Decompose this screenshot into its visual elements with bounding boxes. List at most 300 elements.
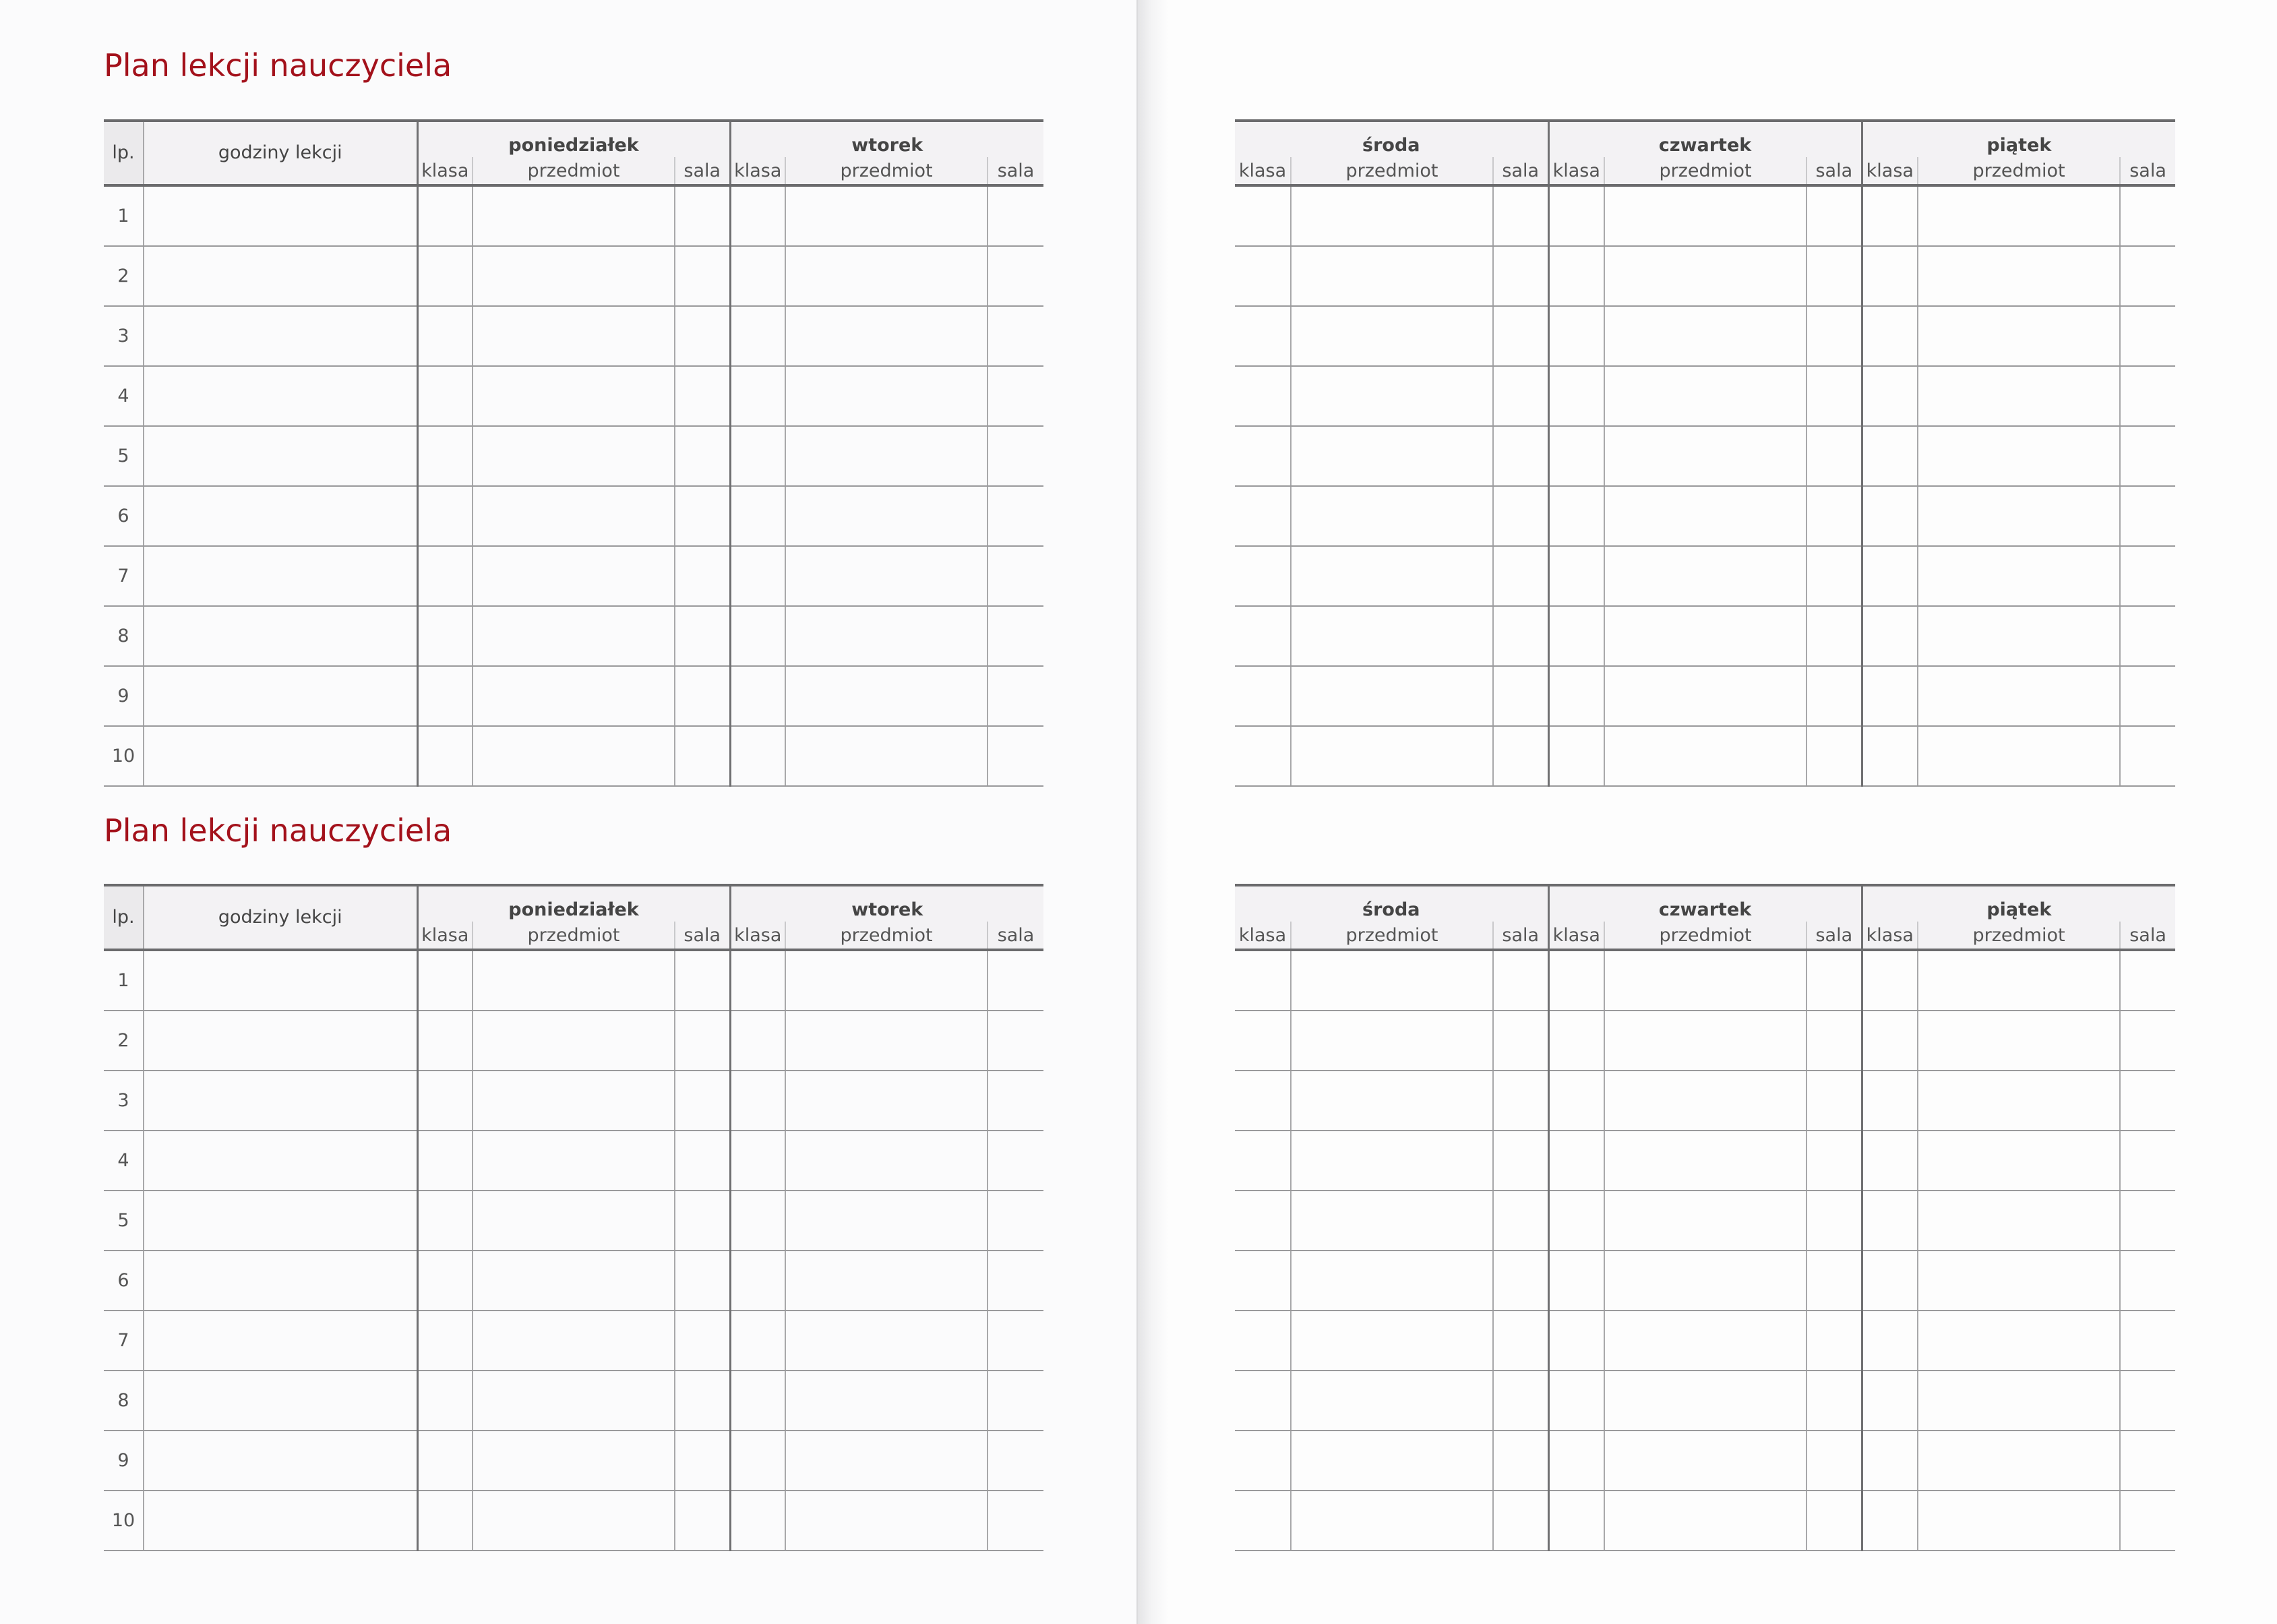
przedmiot-cell[interactable] xyxy=(1918,486,2120,546)
przedmiot-cell[interactable] xyxy=(785,1191,988,1251)
sala-cell[interactable] xyxy=(1493,1071,1548,1131)
hours-cell[interactable] xyxy=(144,185,417,246)
przedmiot-cell[interactable] xyxy=(1918,185,2120,246)
sala-cell[interactable] xyxy=(2120,185,2175,246)
przedmiot-cell[interactable] xyxy=(473,1071,675,1131)
sala-cell[interactable] xyxy=(2120,666,2175,726)
sala-cell[interactable] xyxy=(675,246,730,306)
przedmiot-cell[interactable] xyxy=(1604,950,1807,1011)
klasa-cell[interactable] xyxy=(417,1371,473,1431)
klasa-cell[interactable] xyxy=(1235,1011,1291,1071)
przedmiot-cell[interactable] xyxy=(473,306,675,366)
przedmiot-cell[interactable] xyxy=(1291,666,1493,726)
przedmiot-cell[interactable] xyxy=(1604,546,1807,606)
przedmiot-cell[interactable] xyxy=(785,185,988,246)
klasa-cell[interactable] xyxy=(1548,726,1604,786)
klasa-cell[interactable] xyxy=(1862,1071,1918,1131)
przedmiot-cell[interactable] xyxy=(1918,1131,2120,1191)
sala-cell[interactable] xyxy=(988,666,1043,726)
sala-cell[interactable] xyxy=(2120,486,2175,546)
sala-cell[interactable] xyxy=(1493,1011,1548,1071)
sala-cell[interactable] xyxy=(1807,666,1862,726)
przedmiot-cell[interactable] xyxy=(473,726,675,786)
sala-cell[interactable] xyxy=(988,1191,1043,1251)
przedmiot-cell[interactable] xyxy=(785,1371,988,1431)
klasa-cell[interactable] xyxy=(730,1191,785,1251)
przedmiot-cell[interactable] xyxy=(473,1011,675,1071)
sala-cell[interactable] xyxy=(2120,546,2175,606)
klasa-cell[interactable] xyxy=(1235,1191,1291,1251)
przedmiot-cell[interactable] xyxy=(1604,1251,1807,1311)
sala-cell[interactable] xyxy=(675,1071,730,1131)
klasa-cell[interactable] xyxy=(1548,366,1604,426)
przedmiot-cell[interactable] xyxy=(1604,1491,1807,1551)
przedmiot-cell[interactable] xyxy=(1291,366,1493,426)
sala-cell[interactable] xyxy=(1493,606,1548,666)
klasa-cell[interactable] xyxy=(417,306,473,366)
sala-cell[interactable] xyxy=(1807,1491,1862,1551)
przedmiot-cell[interactable] xyxy=(1604,366,1807,426)
hours-cell[interactable] xyxy=(144,1251,417,1311)
klasa-cell[interactable] xyxy=(730,1071,785,1131)
sala-cell[interactable] xyxy=(2120,1251,2175,1311)
przedmiot-cell[interactable] xyxy=(1604,306,1807,366)
przedmiot-cell[interactable] xyxy=(473,666,675,726)
klasa-cell[interactable] xyxy=(1548,426,1604,486)
klasa-cell[interactable] xyxy=(730,1311,785,1371)
przedmiot-cell[interactable] xyxy=(1291,246,1493,306)
przedmiot-cell[interactable] xyxy=(785,1431,988,1491)
sala-cell[interactable] xyxy=(675,1251,730,1311)
klasa-cell[interactable] xyxy=(1862,1251,1918,1311)
sala-cell[interactable] xyxy=(2120,1491,2175,1551)
sala-cell[interactable] xyxy=(1807,1131,1862,1191)
klasa-cell[interactable] xyxy=(1862,1311,1918,1371)
klasa-cell[interactable] xyxy=(1235,366,1291,426)
klasa-cell[interactable] xyxy=(417,486,473,546)
klasa-cell[interactable] xyxy=(1862,1191,1918,1251)
hours-cell[interactable] xyxy=(144,546,417,606)
klasa-cell[interactable] xyxy=(417,246,473,306)
klasa-cell[interactable] xyxy=(730,486,785,546)
klasa-cell[interactable] xyxy=(1548,486,1604,546)
sala-cell[interactable] xyxy=(1493,1431,1548,1491)
klasa-cell[interactable] xyxy=(1548,1071,1604,1131)
przedmiot-cell[interactable] xyxy=(473,185,675,246)
hours-cell[interactable] xyxy=(144,366,417,426)
sala-cell[interactable] xyxy=(1807,1431,1862,1491)
klasa-cell[interactable] xyxy=(1235,306,1291,366)
przedmiot-cell[interactable] xyxy=(1291,1191,1493,1251)
sala-cell[interactable] xyxy=(1807,246,1862,306)
hours-cell[interactable] xyxy=(144,950,417,1011)
przedmiot-cell[interactable] xyxy=(1291,1431,1493,1491)
sala-cell[interactable] xyxy=(675,1431,730,1491)
przedmiot-cell[interactable] xyxy=(473,1251,675,1311)
przedmiot-cell[interactable] xyxy=(473,606,675,666)
sala-cell[interactable] xyxy=(988,1431,1043,1491)
klasa-cell[interactable] xyxy=(1548,950,1604,1011)
hours-cell[interactable] xyxy=(144,1491,417,1551)
przedmiot-cell[interactable] xyxy=(785,366,988,426)
przedmiot-cell[interactable] xyxy=(1918,1311,2120,1371)
klasa-cell[interactable] xyxy=(1548,246,1604,306)
klasa-cell[interactable] xyxy=(1862,185,1918,246)
hours-cell[interactable] xyxy=(144,1371,417,1431)
hours-cell[interactable] xyxy=(144,486,417,546)
sala-cell[interactable] xyxy=(2120,246,2175,306)
przedmiot-cell[interactable] xyxy=(1918,606,2120,666)
sala-cell[interactable] xyxy=(1493,546,1548,606)
sala-cell[interactable] xyxy=(988,1011,1043,1071)
sala-cell[interactable] xyxy=(988,426,1043,486)
sala-cell[interactable] xyxy=(675,606,730,666)
klasa-cell[interactable] xyxy=(1862,426,1918,486)
przedmiot-cell[interactable] xyxy=(1604,1071,1807,1131)
klasa-cell[interactable] xyxy=(417,1131,473,1191)
przedmiot-cell[interactable] xyxy=(1291,1131,1493,1191)
przedmiot-cell[interactable] xyxy=(1918,1011,2120,1071)
sala-cell[interactable] xyxy=(1493,486,1548,546)
przedmiot-cell[interactable] xyxy=(473,546,675,606)
klasa-cell[interactable] xyxy=(1862,1131,1918,1191)
przedmiot-cell[interactable] xyxy=(1291,950,1493,1011)
sala-cell[interactable] xyxy=(1493,246,1548,306)
klasa-cell[interactable] xyxy=(730,426,785,486)
klasa-cell[interactable] xyxy=(1235,950,1291,1011)
sala-cell[interactable] xyxy=(1807,306,1862,366)
klasa-cell[interactable] xyxy=(730,306,785,366)
sala-cell[interactable] xyxy=(988,185,1043,246)
sala-cell[interactable] xyxy=(1807,486,1862,546)
przedmiot-cell[interactable] xyxy=(1291,606,1493,666)
przedmiot-cell[interactable] xyxy=(785,546,988,606)
klasa-cell[interactable] xyxy=(730,950,785,1011)
sala-cell[interactable] xyxy=(1807,366,1862,426)
sala-cell[interactable] xyxy=(1493,1131,1548,1191)
przedmiot-cell[interactable] xyxy=(1291,1071,1493,1131)
klasa-cell[interactable] xyxy=(1235,666,1291,726)
przedmiot-cell[interactable] xyxy=(1604,1311,1807,1371)
przedmiot-cell[interactable] xyxy=(785,666,988,726)
hours-cell[interactable] xyxy=(144,1431,417,1491)
sala-cell[interactable] xyxy=(675,666,730,726)
sala-cell[interactable] xyxy=(2120,726,2175,786)
przedmiot-cell[interactable] xyxy=(1291,1311,1493,1371)
przedmiot-cell[interactable] xyxy=(1291,306,1493,366)
przedmiot-cell[interactable] xyxy=(1918,426,2120,486)
sala-cell[interactable] xyxy=(1493,1371,1548,1431)
sala-cell[interactable] xyxy=(1493,306,1548,366)
przedmiot-cell[interactable] xyxy=(1604,606,1807,666)
sala-cell[interactable] xyxy=(988,306,1043,366)
klasa-cell[interactable] xyxy=(1235,1371,1291,1431)
sala-cell[interactable] xyxy=(988,546,1043,606)
przedmiot-cell[interactable] xyxy=(473,1191,675,1251)
przedmiot-cell[interactable] xyxy=(785,1011,988,1071)
przedmiot-cell[interactable] xyxy=(1604,1011,1807,1071)
przedmiot-cell[interactable] xyxy=(473,246,675,306)
przedmiot-cell[interactable] xyxy=(785,1311,988,1371)
sala-cell[interactable] xyxy=(2120,306,2175,366)
klasa-cell[interactable] xyxy=(1548,306,1604,366)
przedmiot-cell[interactable] xyxy=(785,246,988,306)
klasa-cell[interactable] xyxy=(1862,1431,1918,1491)
klasa-cell[interactable] xyxy=(730,185,785,246)
przedmiot-cell[interactable] xyxy=(785,426,988,486)
sala-cell[interactable] xyxy=(988,606,1043,666)
sala-cell[interactable] xyxy=(675,1371,730,1431)
klasa-cell[interactable] xyxy=(1862,1491,1918,1551)
przedmiot-cell[interactable] xyxy=(473,426,675,486)
sala-cell[interactable] xyxy=(2120,1431,2175,1491)
sala-cell[interactable] xyxy=(1493,666,1548,726)
przedmiot-cell[interactable] xyxy=(473,1491,675,1551)
sala-cell[interactable] xyxy=(1493,726,1548,786)
sala-cell[interactable] xyxy=(2120,1191,2175,1251)
hours-cell[interactable] xyxy=(144,1131,417,1191)
klasa-cell[interactable] xyxy=(1235,1251,1291,1311)
klasa-cell[interactable] xyxy=(1548,1431,1604,1491)
hours-cell[interactable] xyxy=(144,306,417,366)
sala-cell[interactable] xyxy=(2120,1131,2175,1191)
klasa-cell[interactable] xyxy=(417,185,473,246)
sala-cell[interactable] xyxy=(675,366,730,426)
sala-cell[interactable] xyxy=(1493,1311,1548,1371)
sala-cell[interactable] xyxy=(1493,366,1548,426)
klasa-cell[interactable] xyxy=(1548,1371,1604,1431)
przedmiot-cell[interactable] xyxy=(785,1251,988,1311)
klasa-cell[interactable] xyxy=(1548,1251,1604,1311)
przedmiot-cell[interactable] xyxy=(1604,1191,1807,1251)
przedmiot-cell[interactable] xyxy=(1291,426,1493,486)
sala-cell[interactable] xyxy=(988,1311,1043,1371)
przedmiot-cell[interactable] xyxy=(1918,1431,2120,1491)
klasa-cell[interactable] xyxy=(1548,1011,1604,1071)
przedmiot-cell[interactable] xyxy=(1604,1131,1807,1191)
hours-cell[interactable] xyxy=(144,1311,417,1371)
sala-cell[interactable] xyxy=(1807,726,1862,786)
sala-cell[interactable] xyxy=(675,486,730,546)
klasa-cell[interactable] xyxy=(417,1071,473,1131)
klasa-cell[interactable] xyxy=(1862,546,1918,606)
sala-cell[interactable] xyxy=(675,1131,730,1191)
hours-cell[interactable] xyxy=(144,246,417,306)
klasa-cell[interactable] xyxy=(1235,1131,1291,1191)
sala-cell[interactable] xyxy=(2120,366,2175,426)
klasa-cell[interactable] xyxy=(730,1431,785,1491)
klasa-cell[interactable] xyxy=(1548,606,1604,666)
klasa-cell[interactable] xyxy=(730,1131,785,1191)
sala-cell[interactable] xyxy=(988,1071,1043,1131)
klasa-cell[interactable] xyxy=(1548,1491,1604,1551)
sala-cell[interactable] xyxy=(1807,185,1862,246)
klasa-cell[interactable] xyxy=(1862,1011,1918,1071)
przedmiot-cell[interactable] xyxy=(1918,666,2120,726)
klasa-cell[interactable] xyxy=(1235,1491,1291,1551)
klasa-cell[interactable] xyxy=(417,1011,473,1071)
przedmiot-cell[interactable] xyxy=(1604,426,1807,486)
przedmiot-cell[interactable] xyxy=(1918,1251,2120,1311)
sala-cell[interactable] xyxy=(1807,546,1862,606)
klasa-cell[interactable] xyxy=(1862,306,1918,366)
klasa-cell[interactable] xyxy=(730,546,785,606)
przedmiot-cell[interactable] xyxy=(1291,1371,1493,1431)
klasa-cell[interactable] xyxy=(1862,486,1918,546)
sala-cell[interactable] xyxy=(1807,1311,1862,1371)
przedmiot-cell[interactable] xyxy=(1291,1011,1493,1071)
przedmiot-cell[interactable] xyxy=(1918,1491,2120,1551)
sala-cell[interactable] xyxy=(2120,1371,2175,1431)
przedmiot-cell[interactable] xyxy=(785,1491,988,1551)
przedmiot-cell[interactable] xyxy=(1604,666,1807,726)
klasa-cell[interactable] xyxy=(1862,666,1918,726)
sala-cell[interactable] xyxy=(988,950,1043,1011)
klasa-cell[interactable] xyxy=(1235,185,1291,246)
sala-cell[interactable] xyxy=(1807,426,1862,486)
sala-cell[interactable] xyxy=(988,1371,1043,1431)
przedmiot-cell[interactable] xyxy=(473,486,675,546)
sala-cell[interactable] xyxy=(675,726,730,786)
klasa-cell[interactable] xyxy=(1235,546,1291,606)
przedmiot-cell[interactable] xyxy=(1918,726,2120,786)
przedmiot-cell[interactable] xyxy=(1291,1491,1493,1551)
klasa-cell[interactable] xyxy=(1548,1131,1604,1191)
hours-cell[interactable] xyxy=(144,1071,417,1131)
sala-cell[interactable] xyxy=(1807,1071,1862,1131)
sala-cell[interactable] xyxy=(675,426,730,486)
sala-cell[interactable] xyxy=(1493,950,1548,1011)
sala-cell[interactable] xyxy=(2120,1071,2175,1131)
klasa-cell[interactable] xyxy=(417,666,473,726)
klasa-cell[interactable] xyxy=(1235,426,1291,486)
hours-cell[interactable] xyxy=(144,726,417,786)
klasa-cell[interactable] xyxy=(1235,1071,1291,1131)
sala-cell[interactable] xyxy=(675,306,730,366)
hours-cell[interactable] xyxy=(144,666,417,726)
sala-cell[interactable] xyxy=(988,246,1043,306)
przedmiot-cell[interactable] xyxy=(1604,726,1807,786)
klasa-cell[interactable] xyxy=(1548,666,1604,726)
sala-cell[interactable] xyxy=(1493,1191,1548,1251)
klasa-cell[interactable] xyxy=(730,246,785,306)
klasa-cell[interactable] xyxy=(730,666,785,726)
klasa-cell[interactable] xyxy=(1548,185,1604,246)
sala-cell[interactable] xyxy=(1493,426,1548,486)
przedmiot-cell[interactable] xyxy=(1291,486,1493,546)
sala-cell[interactable] xyxy=(1807,1251,1862,1311)
przedmiot-cell[interactable] xyxy=(1918,1071,2120,1131)
przedmiot-cell[interactable] xyxy=(473,1431,675,1491)
sala-cell[interactable] xyxy=(2120,606,2175,666)
sala-cell[interactable] xyxy=(675,950,730,1011)
sala-cell[interactable] xyxy=(1807,606,1862,666)
klasa-cell[interactable] xyxy=(417,1191,473,1251)
przedmiot-cell[interactable] xyxy=(1918,1371,2120,1431)
klasa-cell[interactable] xyxy=(1235,1311,1291,1371)
hours-cell[interactable] xyxy=(144,1191,417,1251)
przedmiot-cell[interactable] xyxy=(1918,246,2120,306)
sala-cell[interactable] xyxy=(1807,1191,1862,1251)
przedmiot-cell[interactable] xyxy=(1604,246,1807,306)
sala-cell[interactable] xyxy=(675,185,730,246)
klasa-cell[interactable] xyxy=(730,1371,785,1431)
hours-cell[interactable] xyxy=(144,426,417,486)
przedmiot-cell[interactable] xyxy=(1291,546,1493,606)
przedmiot-cell[interactable] xyxy=(1291,185,1493,246)
przedmiot-cell[interactable] xyxy=(785,306,988,366)
klasa-cell[interactable] xyxy=(417,366,473,426)
klasa-cell[interactable] xyxy=(417,950,473,1011)
sala-cell[interactable] xyxy=(2120,1011,2175,1071)
sala-cell[interactable] xyxy=(2120,1311,2175,1371)
przedmiot-cell[interactable] xyxy=(473,1371,675,1431)
klasa-cell[interactable] xyxy=(1862,606,1918,666)
przedmiot-cell[interactable] xyxy=(473,1131,675,1191)
klasa-cell[interactable] xyxy=(730,1251,785,1311)
klasa-cell[interactable] xyxy=(1548,1191,1604,1251)
klasa-cell[interactable] xyxy=(1235,606,1291,666)
klasa-cell[interactable] xyxy=(417,726,473,786)
klasa-cell[interactable] xyxy=(417,1251,473,1311)
klasa-cell[interactable] xyxy=(730,1011,785,1071)
sala-cell[interactable] xyxy=(988,726,1043,786)
sala-cell[interactable] xyxy=(1807,1011,1862,1071)
sala-cell[interactable] xyxy=(1807,1371,1862,1431)
klasa-cell[interactable] xyxy=(730,1491,785,1551)
hours-cell[interactable] xyxy=(144,606,417,666)
sala-cell[interactable] xyxy=(675,1491,730,1551)
klasa-cell[interactable] xyxy=(1235,486,1291,546)
przedmiot-cell[interactable] xyxy=(473,1311,675,1371)
sala-cell[interactable] xyxy=(988,366,1043,426)
klasa-cell[interactable] xyxy=(417,426,473,486)
przedmiot-cell[interactable] xyxy=(1918,306,2120,366)
przedmiot-cell[interactable] xyxy=(1604,185,1807,246)
przedmiot-cell[interactable] xyxy=(785,726,988,786)
sala-cell[interactable] xyxy=(675,1311,730,1371)
klasa-cell[interactable] xyxy=(1235,726,1291,786)
klasa-cell[interactable] xyxy=(417,546,473,606)
klasa-cell[interactable] xyxy=(1862,246,1918,306)
przedmiot-cell[interactable] xyxy=(1918,366,2120,426)
klasa-cell[interactable] xyxy=(1235,1431,1291,1491)
klasa-cell[interactable] xyxy=(1235,246,1291,306)
przedmiot-cell[interactable] xyxy=(1604,1371,1807,1431)
klasa-cell[interactable] xyxy=(417,1311,473,1371)
sala-cell[interactable] xyxy=(675,1191,730,1251)
klasa-cell[interactable] xyxy=(730,606,785,666)
przedmiot-cell[interactable] xyxy=(1604,1431,1807,1491)
sala-cell[interactable] xyxy=(2120,426,2175,486)
przedmiot-cell[interactable] xyxy=(1291,726,1493,786)
przedmiot-cell[interactable] xyxy=(1604,486,1807,546)
sala-cell[interactable] xyxy=(675,1011,730,1071)
klasa-cell[interactable] xyxy=(1548,546,1604,606)
przedmiot-cell[interactable] xyxy=(1918,1191,2120,1251)
przedmiot-cell[interactable] xyxy=(1918,546,2120,606)
klasa-cell[interactable] xyxy=(417,1491,473,1551)
sala-cell[interactable] xyxy=(988,1491,1043,1551)
klasa-cell[interactable] xyxy=(1548,1311,1604,1371)
sala-cell[interactable] xyxy=(675,546,730,606)
klasa-cell[interactable] xyxy=(1862,726,1918,786)
przedmiot-cell[interactable] xyxy=(473,950,675,1011)
klasa-cell[interactable] xyxy=(1862,1371,1918,1431)
hours-cell[interactable] xyxy=(144,1011,417,1071)
sala-cell[interactable] xyxy=(988,486,1043,546)
klasa-cell[interactable] xyxy=(1862,366,1918,426)
